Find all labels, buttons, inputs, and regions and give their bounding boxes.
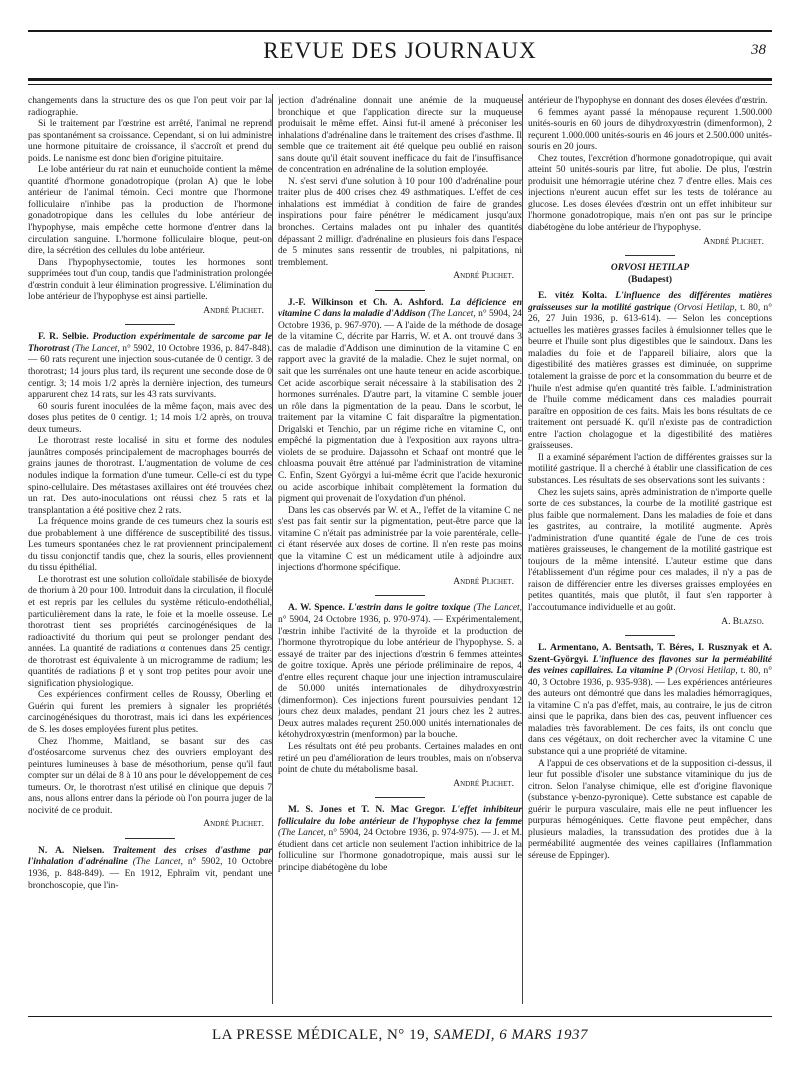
article-body: n° 5902, 10 Octobre 1936, p. 848-849). — En 1912, Ephraïm vit, pendant une bronchoscopie, que l'in- [28, 857, 272, 891]
column-3 [528, 96, 772, 1004]
paragraph: Si le traitement par l'œstrine est arrêté, l'animal ne reprend pas spontanément sa croissance. Cependant, si on lui administre une hormone pituitaire de croissance, il s'accroît et prend du poids. Le nanisme est donc bien d'origine pituitaire. [28, 119, 272, 164]
article-authors: F. R. Selbie. [38, 332, 89, 343]
article-source: (Orvosi Hetilap, [674, 302, 737, 313]
paragraph: Le thorotrast est une solution colloïdale stabilisée de bioxyde de thorium à 20 pour 100. Introduit dans la circulation, il floculé et est repris par les cellules du système réticulo-endothélial, particulièrement dans la rate, le foie et la moelle osseuse. Le thorotrast tient ses propriétés carcinogénésiques de la radioactivité du thorium qui peut se prolonger pendant des années. La quantité de radiations α contenues dans 25 centigr. de thorotrast est équivalente à un microgramme de radium; les quantités de radiations β et γ sont trop petites pour avoir une signification physiologique. [28, 574, 272, 689]
header-rule-thick [28, 78, 772, 81]
article-title: L'influence des différentes matières graisseuses sur la motilité gastrique [528, 291, 772, 313]
page-number: 38 [751, 42, 766, 58]
article-source: (The Lancet, [71, 343, 120, 354]
column-2 [278, 96, 522, 1004]
article-separator [125, 324, 175, 325]
running-title: REVUE DES JOURNAUX [263, 38, 537, 63]
article-authors: E. vitéz Kolta. [538, 291, 607, 302]
paragraph: Dans l'hypophysectomie, toutes les hormones sont supprimées tout d'un coup, tandis que l'administration prolongée d'œstrin conduit à leur élimination progressive. L'élimination du lobe antérieur de l'hypophyse est ainsi partielle. [28, 257, 272, 303]
signature: André Plichet. [453, 778, 514, 789]
paragraph: Chez toutes, l'excrétion d'hormone gonadotropique, qui avait atteint 50 unités-souris par litre, fut abolie. De plus, l'œstrin produisit une hémorragie utérine chez 7 d'entre elles. Mais ces injections n'eurent aucun effet sur les tests de tolérance au glucose. Les doses élevées d'œstrin ont un effet inhibiteur sur l'hormone gonadotropique, mais n'en ont pas sur le principe diabétogène du lobe antérieur de l'hypophyse. [528, 153, 772, 234]
paragraph: antérieur de l'hypophyse en donnant des doses élevées d'œstrin. [528, 96, 768, 106]
top-rule [28, 30, 772, 32]
article-source: (The Lancet, [473, 603, 522, 614]
signature: André Plichet. [203, 305, 264, 316]
article-body: n° 5904, 24 Octobre 1936, p. 974-975). — J. et M. étudient dans cet article non seulement l'action inhibitrice de la folliculine sur l'hormone gonadotropique, mais aussi sur le principe diabétogène du lobe [278, 828, 522, 873]
column-divider-2 [522, 94, 523, 1004]
article-heading [278, 603, 522, 742]
signature: A. Blazso. [721, 616, 764, 627]
article-body: n° 5902, 10 Octobre 1936, p. 847-848). — 60 rats reçurent une injection sous-cutanée de 0 centigr. 3 de thorotrast; 14 jours plus tard, ils reçurent une seconde dose de 0 centigr. 3; 14 mois 1/2 après la dernière injection, des tumeurs apparurent chez 14 rats, sur les 43 rats survivants. [28, 343, 272, 401]
paragraph: Il a examiné séparément l'action de différentes graisses sur la motilité gastrique. Il a cherché à établir une classification de ces substances. Les résultats de ses observations sont les suivants : [528, 452, 772, 486]
section-separator [625, 255, 675, 256]
article-source: (Orvosi Hetilap, [675, 666, 738, 677]
article-title: Traitement des crises d'asthme par l'inhalation d'adrénaline [28, 845, 272, 868]
article-heading [28, 332, 272, 401]
paragraph: Dans les cas observés par W. et A., l'effet de la vitamine C ne s'est pas fait sentir sur la pigmentation, peut-être parce que la vitamine C n'était pas administrée par la voie parentérale, celle-ci étant réservée aux doses de cortine. Il n'en reste pas moins que la vitamine C est un médicament utile à adjoindre aux injections d'hormone spécifique. [278, 505, 522, 574]
article-separator [375, 797, 425, 798]
article-title: Production expérimentale de sarcome par le Thorotrast [28, 332, 272, 354]
paragraph: Le thorotrast reste localisé in situ et forme des nodules jaunâtres composés principalement de macrophages bourrés de grains jaunes de thorotrast. L'augmentation de volume de ces nodules indique la formation d'une tumeur. Celle-ci est du type spino-cellulaire. Des métastases axillaires ont été trouvées chez un rat. Des auto-inoculations ont réussi chez 5 rats et la transplantation a été positive chez 2 rats. [28, 436, 272, 516]
paragraph: La fréquence moins grande de ces tumeurs chez la souris est due probablement à une différence de susceptibilité des tissus. Les tumeurs spontanées chez le rat proviennent principalement du tissu conjonctif tandis que, chez la souris, elles proviennent du tissu épithélial. [28, 517, 272, 574]
article-authors: A. W. Spence. [288, 603, 345, 614]
article-body: t. 80, n° 40, 3 Octobre 1936, p. 935-938). — Les expériences antérieures des auteurs ont démontré que dans les maladies hémorragiques, la vitamine C n'a pas d'effet, mais, au contraire, le jus de citron ainsi que le paprika, dans bien des cas, peuvent influencer ces maladies très favorablement. De ces faits, ils ont conclu que dans ces végétaux, on doit rechercher avec la vitamine C une substance qui a une propriété de vitamine. [528, 666, 772, 757]
article-title: L'effet inhibiteur folliculaire du lobe antérieur de l'hypophyse chez la femme [278, 805, 522, 827]
article-title: La déficience en vitamine C dans la maladie d'Addison [278, 297, 522, 320]
article-heading [528, 291, 772, 453]
paragraph: 6 femmes ayant passé la ménopause reçurent 1.500.000 unités-souris en 60 jours de dihydroxyœstrin (dimenformon), 2 reçurent 1.000.000 unités-souris en 46 jours et 2.500.000 unités-souris en 20 jours. [528, 107, 772, 153]
column-divider-1 [272, 94, 273, 1004]
paragraph: N. s'est servi d'une solution à 10 pour 100 d'adrénaline pour traiter plus de 400 crises chez 49 asthmatiques. L'effet de ces inhalations est immédiat à condition de faire de grandes inspirations pour faire pénétrer le médicament jusqu'aux bronches. Certains malades ont pu inhaler des quantités dépassant 2 milligr. d'adrénaline en plusieurs fois dans l'espace de 5 minutes sans ressentir de troubles, ni palpitations, ni tremblement. [278, 176, 522, 268]
paragraph: changements dans la structure des os que l'on peut voir par la radiographie. [28, 96, 272, 118]
article-title: L'œstrin dans le goitre toxique [348, 603, 471, 614]
footer-issue: 19, [409, 1027, 430, 1043]
article-source: (The Lancet, [278, 828, 326, 839]
column-1 [28, 96, 272, 1004]
article-body: n° 5904, 24 Octobre 1936, p. 970-974). — Expérimentalement, l'œstrin inhibe l'activité de la thyroïde et la production de l'hormone thyrotropique du lobe antérieur de l'hypophyse. S. a essayé de traiter par des injections d'œstrin 6 femmes atteintes de goitre toxique. Après une période préliminaire de repos, 4 d'entre elles reçurent chaque jour une injection intramusculaire de 50.000 unités internationales de dihydroxyœstrin (dimenformon). Ces injections furent poursuivies pendant 12 jours chez deux malades, pendant 21 jours chez les 2 autres. Deux autres malades reçurent 250.000 unités internationales de kétohydroxyœstrin (menformon) par la bouche. [278, 614, 522, 741]
paragraph: Les résultats ont été peu probants. Certaines malades en ont retiré un peu d'amélioration de leurs troubles, mais on n'observa point de chute du métabolisme basal. [278, 741, 522, 776]
paragraph: Chez l'homme, Maitland, se basant sur des cas d'ostéosarcome survenus chez des ouvriers employant des peintures lumineuses à base de mésothorium, pense qu'il faut compter sur un délai de 8 à 10 ans pour le développement de ces tumeurs. Or, le thorotrast n'est utilisé en clinique que depuis 7 ans, nous allons entrer dans la période où l'on pourra juger de la nocivité de ce produit. [28, 736, 272, 816]
article-body: t. 80, n° 26, 27 Juin 1936, p. 613-614). — Selon les conceptions actuelles les matières grasses faciles à émulsionner telles que le beurre et l'huile sont plus digestibles que le saindoux. Dans les maladies du foie et de l'appareil biliaire, alors que la digestibilité des matières grasses est diminuée, on supprime totalement la graisse de porc et la consommation du beurre et de l'huile n'est admise qu'en quantité très faible. L'administration de l'huile comme médicament dans ces maladies pourrait paraître en opposition de ces faits. Mais les bons résultats de ce traitement ont persuadé K. qu'il n'existe pas de contradiction entre l'action cholagogue et la digestibilité des matières graisseuses. [528, 302, 772, 452]
article-separator [375, 290, 425, 291]
signature: André Plichet. [453, 271, 514, 282]
article-authors: J.-F. Wilkinson et Ch. A. Ashford. [288, 297, 444, 308]
paragraph: Ces expériences confirment celles de Roussy, Oberling et Guérin qui furent les premiers à signaler les propriétés carcinogénésiques du thorotrast, mais ici dans les expériences de S. les doses employées furent plus petites. [28, 690, 272, 735]
article-authors: L. Armentano, A. Bentsath, T. Béres, I. Rusznyak et A. Szent-Györgyi. [528, 643, 772, 665]
article-separator [375, 595, 425, 596]
paragraph: jection d'adrénaline donnait une anémie de la muqueuse bronchique et que l'application directe sur la muqueuse produisait le même effet. Ainsi fut-il amené à préconiser les inhalations d'adrénaline dans le traitement des crises d'asthme. Il semble que ce traitement ait été quelque peu oublié en raison sans doute qu'il était souvent inefficace du fait de l'insuffisance de concentration en adrénaline de la solution employée. [278, 96, 522, 176]
article-heading [278, 805, 522, 874]
header-rule-thin [28, 84, 772, 85]
article-separator [625, 635, 675, 636]
signature: André Plichet. [453, 576, 514, 587]
article-title: L'influence des flavones sur la perméabilité des veines capillaires. La vitamine P [528, 654, 772, 677]
paragraph: Chez les sujets sains, après administration de n'importe quelle sorte de ces substances, la courbe de la motilité gastrique est plus faible que normalement. Dans les maladies de foie et dans les gastrites, au contraire, la motilité augmente. Après l'administration d'une quantité égale de l'une de ces trois matières graisseuses, le changement de la motilité gastrique est toujours de la même intensité. L'auteur estime que dans l'établissement d'un régime pour ces malades, il n'y a pas de raison de différencier entre les diverses graisses employées en petites quantités, mais que plutôt, il faut s'en rapporter à l'accoutumance individuelle et au goût. [528, 487, 772, 613]
footer-date: 6 MARS 1937 [499, 1027, 589, 1043]
page-header [28, 38, 772, 68]
article-authors: N. A. Nielsen. [38, 845, 105, 856]
footer-publication: LA PRESSE MÉDICALE, N° [211, 1027, 405, 1043]
paragraph: 60 souris furent inoculées de la même façon, mais avec des doses plus petites de 0 centigr. 1; 14 mois 1/2 après, on trouva deux tumeurs. [28, 401, 272, 435]
article-source: (The Lancet, [428, 309, 476, 320]
journal-city: (Budapest) [627, 274, 673, 285]
article-separator [125, 838, 175, 839]
page-footer [28, 1027, 772, 1044]
article-heading [278, 298, 522, 506]
article-heading [28, 846, 272, 892]
paragraph: Le lobe antérieur du rat nain et eunuchoïde contient la même quantité d'hormone gonadotropique (prolan A) que le lobe antérieur de l'animal témoin. Ceci montre que l'hormone folliculaire n'inhibe pas la production de l'hormone gonadotropique dans les cellules du lobe antérieur de l'hypophyse, mais empêche cette hormone d'entrer dans la circulation sanguine. L'hormone folliculaire bloque, peut-on dire, la sécrétion des cellules du lobe antérieur. [28, 165, 272, 257]
footer-day: SAMEDI, [433, 1027, 495, 1043]
article-body: n° 5904, 24 Octobre 1936, p. 967-970). — A l'aide de la méthode de dosage de la vitamine C, décrite par Harris, W. et A. ont trouvé dans 3 cas de maladie d'Addison une diminution de la vitamine C en rapport avec la gravité de la maladie. Chez le sujet normal, on sait que les surrénales ont une haute teneur en acide ascorbique. Cet acide ascorbique serait nécessaire à la stabilisation des 2 hormones surrénales. D'autre part, la vitamine C semble jouer un rôle dans la pigmentation de la peau. Dans le scorbut, le traitement par la vitamine C fait disparaître la pigmentation. Drigalski et Tenchio, par un régime riche en vitamine C, ont empêché la pigmentation due à l'exposition aux rayons ultra-violets de se produire. Dajassohn et Schaaf ont montré que le chloasma pouvait être atténué par l'administration de vitamine C. Enfin, Szent Györgyi a lui-même écrit que l'acide hexuronic ou acide ascorbique inhibait complètement la formation du pigment qui provenait de l'oxydation d'un phénol. [278, 309, 522, 505]
footer-rule [28, 1016, 772, 1017]
signature: André Plichet. [203, 819, 264, 830]
article-source: (The Lancet, [132, 857, 183, 868]
paragraph: A l'appui de ces observations et de la supposition ci-dessus, il leur fut possible d'isoler une substance vitaminique du jus de citron. Selon l'analyse chimique, elle est d'origine flavonique (substance γ-benzo-pyronique). Cette substance est capable de guérir le purpura vasculaire, mais elle ne peut influencer les purpuras hémogéniques. Cette flavone peut empêcher, dans plusieurs maladies, la transsudation des protides due à la perméabilité augmentée des veines capillaires (Inflammation séreuse de Eppinger). [528, 758, 772, 861]
article-authors: M. S. Jones et T. N. Mac Gregor. [288, 805, 446, 816]
journal-heading: ORVOSI HETILAP [610, 263, 690, 274]
signature: André Plichet. [703, 236, 764, 247]
article-heading [528, 643, 772, 758]
